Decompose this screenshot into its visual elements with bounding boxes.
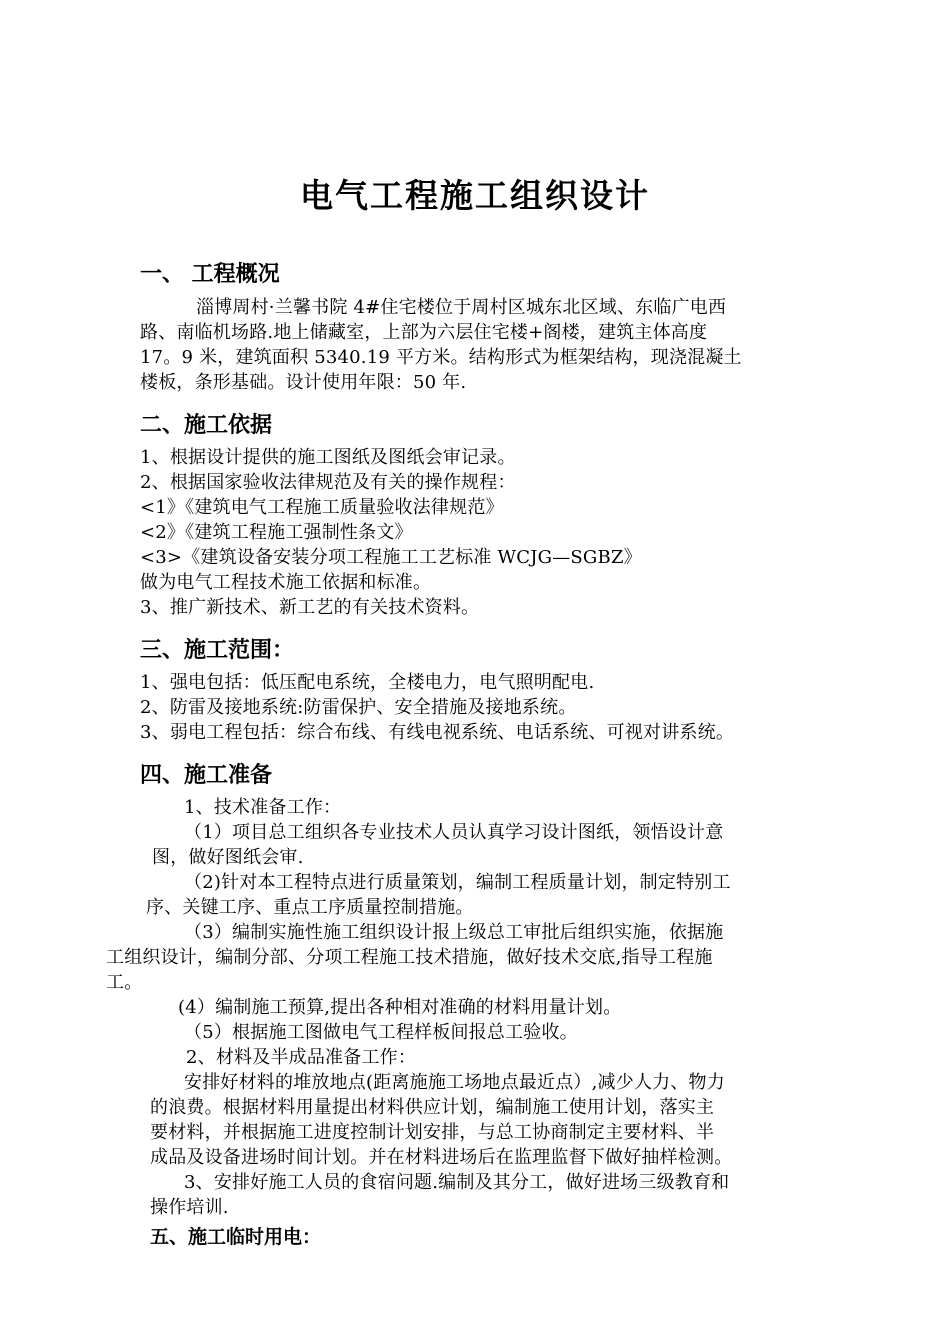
- paragraph-line: 3、安排好施工人员的食宿问题.编制及其分工，做好进场三级教育和: [184, 1172, 730, 1193]
- paragraph-line: （5）根据施工图做电气工程样板间报总工验收。: [184, 1022, 578, 1043]
- list-item: <2》《建筑工程施工强制性条文》: [140, 522, 413, 543]
- paragraph-line: 17。9 米，建筑面积 5340.19 平方米。结构形式为框架结构，现浇混凝土: [140, 347, 742, 368]
- list-item: <1》《建筑电气工程施工质量验收法律规范》: [140, 497, 504, 518]
- list-item: 做为电气工程技术施工依据和标准。: [140, 572, 432, 593]
- paragraph-line: 操作培训.: [150, 1197, 229, 1218]
- list-item: 1、强电包括：低压配电系统，全楼电力，电气照明配电.: [140, 672, 595, 693]
- paragraph-line: （2)针对本工程特点进行质量策划，编制工程质量计划，制定特别工: [184, 872, 731, 893]
- paragraph-line: 安排好材料的堆放地点(距离施施工场地点最近点）,减少人力、物力: [184, 1072, 725, 1093]
- list-item: 2、防雷及接地系统:防雷保护、安全措施及接地系统。: [140, 697, 577, 718]
- paragraph-line: 工。: [106, 972, 143, 993]
- paragraph-line: 成品及设备进场时间计划。并在材料进场后在监理监督下做好抽样检测。: [150, 1147, 733, 1168]
- paragraph-line: 图，做好图纸会审.: [152, 847, 304, 868]
- paragraph-line: 工组织设计，编制分部、分项工程施工技术措施，做好技术交底,指导工程施: [106, 947, 713, 968]
- paragraph-line: 要材料，并根据施工进度控制计划安排，与总工协商制定主要材料、半: [150, 1122, 715, 1143]
- document-title: 电气工程施工组织设计: [300, 176, 650, 215]
- paragraph-line: （3）编制实施性施工组织设计报上级总工审批后组织实施，依据施: [184, 922, 724, 943]
- list-item: 3、推广新技术、新工艺的有关技术资料。: [140, 597, 480, 618]
- list-item: 2、根据国家验收法律规范及有关的操作规程：: [140, 472, 516, 493]
- section-heading-5: 五、施工临时用电：: [150, 1226, 322, 1248]
- paragraph-line: 楼板，条形基础。设计使用年限：50 年.: [140, 372, 467, 393]
- paragraph-line: 路、南临机场路.地上储藏室，上部为六层住宅楼+阁楼，建筑主体高度: [140, 322, 708, 343]
- paragraph-line: （1）项目总工组织各专业技术人员认真学习设计图纸，领悟设计意: [184, 822, 724, 843]
- paragraph-line: 序、关键工序、重点工序质量控制措施。: [146, 897, 474, 918]
- list-item: <3>《建筑设备安装分项工程施工工艺标准 WCJG—SGBZ》: [140, 547, 642, 568]
- section-heading-2: 二、施工依据: [140, 413, 273, 438]
- list-item: 1、根据设计提供的施工图纸及图纸会审记录。: [140, 447, 516, 468]
- paragraph-line: 淄博周村·兰馨书院 4#住宅楼位于周村区城东北区域、东临广电西: [196, 297, 727, 318]
- list-item: 3、弱电工程包括：综合布线、有线电视系统、电话系统、可视对讲系统。: [140, 722, 735, 743]
- paragraph-line: 的浪费。根据材料用量提出材料供应计划，编制施工使用计划，落实主: [150, 1097, 715, 1118]
- subheading: 2、材料及半成品准备工作：: [186, 1047, 417, 1068]
- section-heading-3: 三、施工范围：: [140, 638, 295, 663]
- subheading: 1、技术准备工作：: [184, 797, 342, 818]
- paragraph-line: (4）编制施工预算,提出各种相对准确的材料用量计划。: [178, 997, 622, 1018]
- section-heading-4: 四、施工准备: [140, 763, 273, 788]
- section-heading-1: 一、 工程概况: [140, 262, 280, 287]
